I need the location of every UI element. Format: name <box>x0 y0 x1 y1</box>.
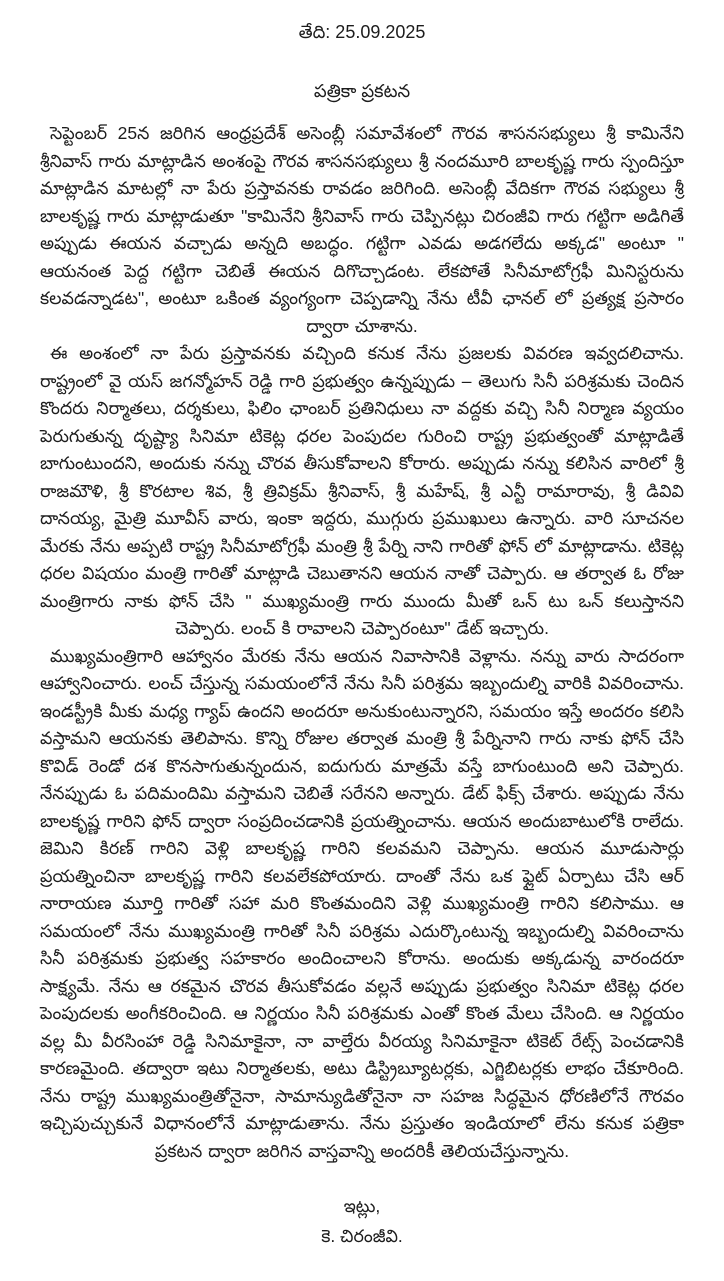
body-paragraph-1: సెప్టెంబర్ 25న జరిగిన ఆంధ్రప్రదేశ్ అసెంబ్లీ సమావేశంలో గౌరవ శాసనసభ్యులు శ్రీ కామినేని శ్రీనివాస్ గారు మాట్లాడిన అంశంపై గౌరవ శాసనసభ్యులు శ్రీ నందమూరి బాలకృష్ణ గారు స్పందిస్తూ మాట్లాడిన మాటల్లో నా పేరు ప్రస్తావనకు రావడం జరిగింది. అసెంబ్లీ వేదికగా గౌరవ సభ్యులు శ్రీ బాలకృష్ణ గారు మాట్లాడుతూ "కామినేని శ్రీనివాస్ గారు చెప్పినట్లు చిరంజీవి గారు గట్టిగా అడిగితే అప్పుడు ఈయన వచ్చాడు అన్నది అబద్ధం. గట్టిగా ఎవడు అడగలేదు అక్కడ" అంటూ " ఆయనంత పెద్ద గట్టిగా చెబితే ఈయన దిగొచ్చాడంట. లేకపోతే సినీమాటోగ్రఫీ మినిస్టరును కలవడన్నాడట", అంటూ ఒకింత వ్యంగ్యంగా చెప్పడాన్ని నేను టీవీ ఛానల్ లో ప్రత్యక్ష ప్రసారం ద్వారా చూశాను. <box>40 123 684 336</box>
press-release-date: తేది: 25.09.2025 <box>298 22 426 42</box>
signature-name: కె. చిరంజీవి. <box>321 1226 403 1247</box>
closing-salutation: ఇట్లు, <box>343 1196 381 1217</box>
closing-block <box>40 1191 684 1251</box>
body-paragraph-2: ఈ అంశంలో నా పేరు ప్రస్తావనకు వచ్చింది కనుక నేను ప్రజలకు వివరణ ఇవ్వదలిచాను. రాష్ట్రంలో వై యస్ జగన్మోహన్ రెడ్డి గారి ప్రభుత్వం ఉన్నప్పుడు – తెలుగు సినీ పరిశ్రమకు చెందిన కొందరు నిర్మాతలు, దర్శకులు, ఫిలిం ఛాంబర్ ప్రతినిధులు నా వద్దకు వచ్చి సినీ నిర్మాణ వ్యయం పెరుగుతున్న దృష్ట్యా సినిమా టికెట్ల ధరల పెంపుదల గురించి రాష్ట్ర ప్రభుత్వంతో మాట్లాడితే బాగుంటుందని, అందుకు నన్ను చొరవ తీసుకోవాలని కోరారు. అప్పుడు నన్ను కలిసిన వారిలో శ్రీ రాజమౌళి, శ్రీ కొరటాల శివ, శ్రీ త్రివిక్రమ్ శ్రీనివాస్, శ్రీ మహేష్, శ్రీ ఎన్టీ రామారావు, శ్రీ డివివి దానయ్య, మైత్రి మూవీస్ వారు, ఇంకా ఇద్దరు, ముగ్గురు ప్రముఖులు ఉన్నారు. వారి సూచనల మేరకు నేను అప్పటి రాష్ట్ర సినీమాటోగ్రఫీ మంత్రి శ్రీ పేర్ని నాని గారితో ఫోన్ లో మాట్లాడాను. టికెట్ల ధరల విషయం మంత్రి గారితో మాట్లాడి చెబుతానని ఆయన నాతో చెప్పారు. ఆ తర్వాత ఓ రోజు మంత్రిగారు నాకు ఫోన్ చేసి " ముఖ్యమంత్రి గారు ముందు మీతో ఒన్ టు ఒన్ కలుస్తానని చెప్పారు. లంచ్ కి రావాలని చెప్పారంటూ" డేట్ ఇచ్చారు. <box>40 343 684 639</box>
press-release-body <box>40 120 684 1165</box>
body-paragraph-3: ముఖ్యమంత్రిగారి ఆహ్వానం మేరకు నేను ఆయన నివాసానికి వెళ్లాను. నన్ను వారు సాదరంగా ఆహ్వానించారు. లంచ్ చేస్తున్న సమయంలోనే నేను సినీ పరిశ్రమ ఇబ్బందుల్ని వారికి వివరించాను. ఇండస్ట్రీకి మీకు మధ్య గ్యాప్ ఉందని అందరూ అనుకుంటున్నారని, సమయం ఇస్తే అందరం కలిసి వస్తామని ఆయనకు తెలిపాను. కొన్ని రోజుల తర్వాత మంత్రి శ్రీ పేర్నినాని గారు నాకు ఫోన్ చేసి కొవిడ్ రెండో దశ కొనసాగుతున్నందున, ఐదుగురు మాత్రమే వస్తే బాగుంటుంది అని చెప్పారు. నేనప్పుడు ఓ పదిమందిమి వస్తామని చెబితే సరేనని అన్నారు. డేట్ ఫిక్స్ చేశారు. అప్పుడు నేను బాలకృష్ణ గారిని ఫోన్ ద్వారా సంప్రదించడానికి ప్రయత్నించాను. ఆయన అందుబాటులోకి రాలేదు. జెమిని కిరణ్ గారిని వెళ్లి బాలకృష్ణ గారిని కలవమని చెప్పాను. ఆయన మూడుసార్లు ప్రయత్నించినా బాలకృష్ణ గారిని కలవలేకపోయారు. దాంతో నేను ఒక ఫ్లైట్ ఏర్పాటు చేసి ఆర్ నారాయణ మూర్తి గారితో సహా మరి కొంతమందిని వెళ్లి ముఖ్యమంత్రి గారిని కలిసాము. ఆ సమయంలో నేను ముఖ్యమంత్రి గారితో సినీ పరిశ్రమ ఎదుర్కొంటున్న ఇబ్బందుల్ని వివరించాను సినీ పరిశ్రమకు ప్రభుత్వ సహకారం అందించాలని కోరాను. అందుకు అక్కడున్న వారందరూ సాక్ష్యమే. నేను ఆ రకమైన చొరవ తీసుకోవడం వల్లనే అప్పుడు ప్రభుత్వం సినిమా టికెట్ల ధరల పెంపుదలకు అంగీకరించింది. ఆ నిర్ణయం సినీ పరిశ్రమకు ఎంతో కొంత మేలు చేసింది. ఆ నిర్ణయం వల్ల మీ వీరసింహా రెడ్డి సినిమాకైనా, నా వాల్తేరు వీరయ్య సినిమాకైనా టికెట్ రేట్స్ పెంచడానికి కారణమైంది. తద్వారా ఇటు నిర్మాతలకు, అటు డిస్ట్రిబ్యూటర్లకు, ఎగ్జిబిటర్లకు లాభం చేకూరింది. నేను రాష్ట్ర ముఖ్యమంత్రితోనైనా, సామాన్యుడితోనైనా నా సహజ సిద్ధమైన ధోరణిలోనే గౌరవం ఇచ్చిపుచ్చుకునే విధానంలోనే మాట్లాడుతాను. నేను ప్రస్తుతం ఇండియాలో లేను కనుక పత్రికా ప్రకటన ద్వారా జరిగిన వాస్తవాన్ని అందరికీ తెలియచేస్తున్నాను. <box>40 645 684 1161</box>
press-release-title: పత్రికా ప్రకటన <box>313 81 411 102</box>
